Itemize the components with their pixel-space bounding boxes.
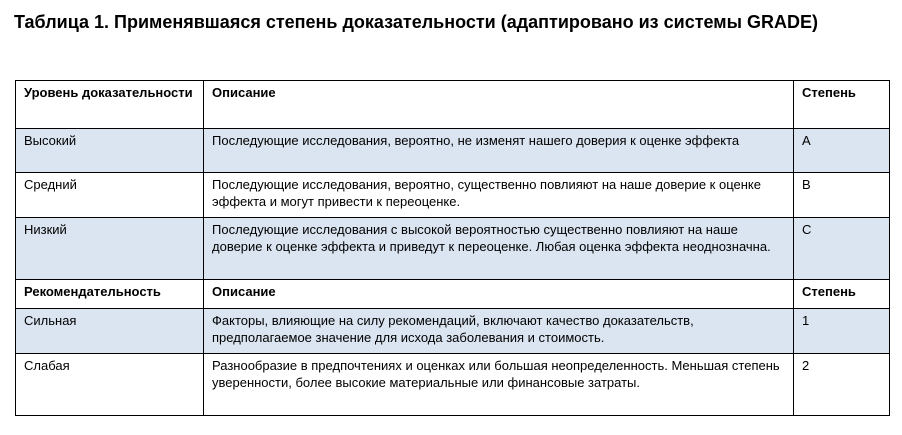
cell-description: Последующие исследования, вероятно, не изменят нашего доверия к оценке эффекта: [204, 129, 794, 173]
cell-level: Средний: [16, 173, 204, 218]
cell-level: Высокий: [16, 129, 204, 173]
header-cell-grade: Степень: [794, 81, 890, 129]
header-cell-level: Рекомендательность: [16, 280, 204, 309]
cell-level: Низкий: [16, 218, 204, 280]
table-row: [16, 129, 890, 173]
header-cell-level: Уровень доказательности: [16, 81, 204, 129]
table-row: [16, 309, 890, 354]
table-header-evidence: [16, 81, 890, 129]
cell-grade: B: [794, 173, 890, 218]
cell-grade: 1: [794, 309, 890, 354]
grade-table: [15, 80, 890, 416]
cell-description: Последующие исследования с высокой вероятностью существенно повлияют на наше доверие к оценке эффекта и приведут к переоценке. Любая оценка эффекта неоднозначна.: [204, 218, 794, 280]
cell-description: Факторы, влияющие на силу рекомендаций, включают качество доказательств, предполагаемое значение для исхода заболевания и стоимость.: [204, 309, 794, 354]
table-header-recommendation: [16, 280, 890, 309]
header-cell-description: Описание: [204, 81, 794, 129]
header-cell-description: Описание: [204, 280, 794, 309]
cell-level: Слабая: [16, 354, 204, 416]
cell-grade: C: [794, 218, 890, 280]
table-title: Таблица 1. Применявшаяся степень доказательности (адаптировано из системы GRADE): [14, 12, 818, 32]
cell-grade: 2: [794, 354, 890, 416]
header-cell-grade: Степень: [794, 280, 890, 309]
table-row: [16, 354, 890, 416]
cell-description: Последующие исследования, вероятно, существенно повлияют на наше доверие к оценке эффекта и могут привести к переоценке.: [204, 173, 794, 218]
table-row: [16, 173, 890, 218]
cell-description: Разнообразие в предпочтениях и оценках или большая неопределенность. Меньшая степень уверенности, более высокие материальные или финансовые затраты.: [204, 354, 794, 416]
cell-grade: A: [794, 129, 890, 173]
table-row: [16, 218, 890, 280]
cell-level: Сильная: [16, 309, 204, 354]
